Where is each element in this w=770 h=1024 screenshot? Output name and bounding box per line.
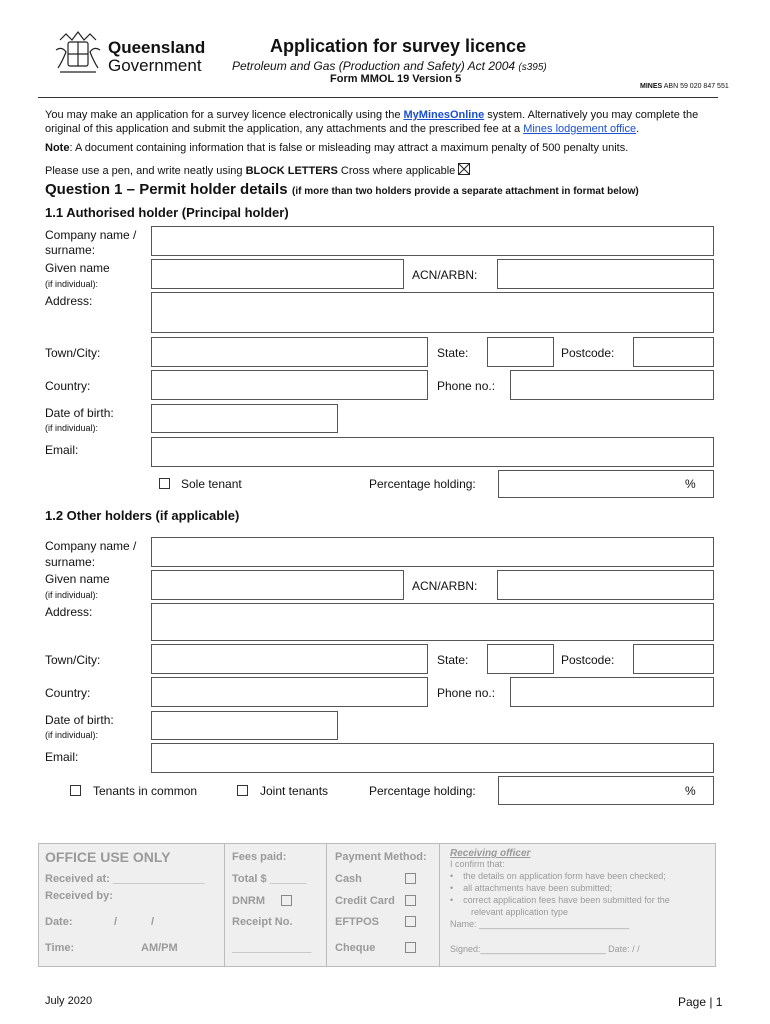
footer-page: Page | 1 (678, 995, 723, 1009)
logo-line-1: Queensland (108, 38, 206, 57)
email-field[interactable] (151, 437, 714, 467)
intro-paragraph (45, 108, 725, 136)
receipt-no: Receipt No. (232, 916, 293, 928)
abn-mines: MINES (640, 83, 663, 90)
other-given-name-label: Given name (45, 572, 110, 586)
note-label: Note (45, 142, 70, 154)
bullet-2-text: all attachments have been submitted; (463, 883, 613, 893)
given-name-field[interactable] (151, 259, 404, 289)
address-field[interactable] (151, 292, 714, 333)
other-acn-label: ACN/ARBN: (412, 579, 478, 593)
cheque-checkbox[interactable] (405, 942, 416, 953)
company-name-field[interactable] (151, 226, 714, 256)
footer-date: July 2020 (45, 995, 93, 1007)
country-label: Country: (45, 379, 91, 393)
receiving-officer: Receiving officer (450, 848, 531, 859)
office-use-panel (38, 843, 716, 967)
page-title: Application for survey licence (270, 36, 527, 56)
percent-sign: % (685, 477, 696, 491)
intro-text-b: system. Alternatively you may complete the (484, 109, 699, 121)
email-label: Email: (45, 443, 79, 457)
other-state-label: State: (437, 653, 469, 667)
confirm-text: I confirm that: (450, 859, 505, 869)
other-country-label: Country: (45, 686, 91, 700)
fees-paid: Fees paid: (232, 851, 287, 863)
acn-label: ACN/ARBN: (412, 268, 478, 282)
credit-card: Credit Card (335, 895, 395, 907)
other-given-name-field[interactable] (151, 570, 404, 600)
percentage-label: Percentage holding: (369, 477, 476, 491)
other-state-field[interactable] (487, 644, 554, 674)
bullet-3-cont: relevant application type (471, 907, 569, 917)
instructions-bold: BLOCK LETTERS (245, 165, 338, 177)
logo-line-2: Government (108, 56, 202, 75)
received-by: Received by: (45, 890, 113, 902)
other-phone-label: Phone no.: (437, 686, 496, 700)
office-date: Date: (45, 916, 73, 928)
percentage-field[interactable] (498, 470, 714, 498)
given-name-hint: (if individual): (45, 279, 99, 289)
abn-number: ABN 59 020 847 551 (663, 83, 729, 90)
myminesonline-link[interactable]: MyMinesOnline (403, 109, 485, 121)
state-label: State: (437, 346, 469, 360)
other-postcode-label: Postcode: (561, 653, 615, 667)
section-1-2-heading: 1.2 Other holders (if applicable) (45, 508, 240, 523)
address-label: Address: (45, 294, 93, 308)
sole-tenant-checkbox[interactable] (159, 478, 170, 489)
section-1-1-heading: 1.1 Authorised holder (Principal holder) (45, 205, 289, 220)
officer-name: Name: ______________________________ (450, 919, 630, 929)
cash: Cash (335, 873, 362, 885)
dnrm: DNRM (232, 895, 265, 907)
other-address-label: Address: (45, 605, 93, 619)
other-dob-label: Date of birth: (45, 713, 114, 727)
bullet-3: • correct application fees have been submitted for the (450, 895, 670, 905)
question-1-note: (if more than two holders provide a separate attachment in format below) (292, 186, 639, 197)
tenants-in-common-label: Tenants in common (93, 784, 198, 798)
office-time: Time: (45, 942, 75, 954)
instructions-a: Please use a pen, and write neatly using (45, 165, 246, 177)
payment-method: Payment Method: (335, 851, 427, 863)
other-company-label: Company name / (45, 539, 137, 553)
country-field[interactable] (151, 370, 428, 400)
other-acn-field[interactable] (497, 570, 714, 600)
joint-tenants-label: Joint tenants (260, 784, 329, 798)
office-ampm: AM/PM (141, 942, 178, 954)
given-name-label: Given name (45, 261, 110, 275)
other-town-field[interactable] (151, 644, 428, 674)
lodgement-office-link[interactable]: Mines lodgement office (523, 123, 637, 135)
other-email-field[interactable] (151, 743, 714, 773)
other-town-label: Town/City: (45, 653, 101, 667)
phone-label: Phone no.: (437, 379, 496, 393)
other-percentage-field[interactable] (498, 776, 714, 805)
other-postcode-field[interactable] (633, 644, 714, 674)
other-country-field[interactable] (151, 677, 428, 707)
qld-government-logo (52, 30, 212, 80)
header-rule (38, 97, 718, 98)
act-name: Petroleum and Gas (Production and Safety) Act 2004 (232, 59, 516, 73)
office-date-sep-2: / (151, 916, 155, 928)
dob-field[interactable] (151, 404, 338, 433)
acn-field[interactable] (497, 259, 714, 289)
note (45, 142, 628, 154)
credit-card-checkbox[interactable] (405, 895, 416, 906)
act-subtitle (232, 59, 547, 73)
instructions (45, 163, 470, 177)
bullet-2: • all attachments have been submitted; (450, 883, 613, 893)
note-text: : A document containing information that is false or misleading may attract a maximum penalty of 500 penalty units. (69, 142, 629, 154)
sole-tenant-label: Sole tenant (181, 477, 242, 491)
joint-tenants-checkbox[interactable] (237, 785, 248, 796)
form-id: Form MMOL 19 Version 5 (330, 73, 462, 85)
office-divider-2 (326, 844, 327, 966)
postcode-label: Postcode: (561, 346, 615, 360)
instructions-b: Cross where applicable (337, 165, 456, 177)
intro-text-d: . (636, 123, 640, 135)
coat-of-arms-icon (52, 30, 104, 78)
question-1-title: Question 1 – Permit holder details (45, 181, 288, 198)
bullet-1: • the details on application form have been checked; (450, 871, 666, 881)
surname-label: surname: (45, 243, 96, 257)
other-percent-sign: % (685, 784, 696, 798)
cash-checkbox[interactable] (405, 873, 416, 884)
phone-field[interactable] (510, 370, 714, 400)
intro-text-c: original of this application and submit the application, any attachments and the prescribed fee at a (45, 123, 524, 135)
intro-text-a: You may make an application for a survey licence electronically using the (45, 109, 404, 121)
office-use-title: OFFICE USE ONLY (45, 849, 171, 865)
other-email-label: Email: (45, 750, 79, 764)
town-label: Town/City: (45, 346, 101, 360)
eftpos: EFTPOS (335, 916, 380, 928)
office-date-sep-1: / (114, 916, 118, 928)
other-dob-hint: (if individual): (45, 730, 99, 740)
company-label: Company name / (45, 228, 137, 242)
total: Total $ ______ (232, 873, 307, 885)
other-dob-field[interactable] (151, 711, 338, 740)
tenants-in-common-checkbox[interactable] (70, 785, 81, 796)
cheque: Cheque (335, 942, 376, 954)
bullet-3-text: correct application fees have been submitted for the (463, 895, 670, 905)
other-address-field[interactable] (151, 603, 714, 641)
other-percentage-label: Percentage holding: (369, 784, 476, 798)
bullet-1-text: the details on application form have been checked; (463, 871, 666, 881)
postcode-field[interactable] (633, 337, 714, 367)
abn (640, 83, 729, 90)
dob-hint: (if individual): (45, 423, 99, 433)
dnrm-checkbox[interactable] (281, 895, 292, 906)
office-divider-3 (439, 844, 440, 966)
officer-signed: Signed:_________________________ Date: / / (450, 944, 640, 954)
other-given-name-hint: (if individual): (45, 590, 99, 600)
act-section: (s395) (518, 62, 547, 73)
other-surname-label: surname: (45, 555, 96, 569)
eftpos-checkbox[interactable] (405, 916, 416, 927)
office-divider-1 (224, 844, 225, 966)
other-company-name-field[interactable] (151, 537, 714, 567)
crossed-box-icon (458, 163, 470, 175)
receipt-line: _____________ (232, 942, 312, 954)
town-field[interactable] (151, 337, 428, 367)
state-field[interactable] (487, 337, 554, 367)
question-1-heading (45, 181, 639, 199)
dob-label: Date of birth: (45, 406, 114, 420)
received-at: Received at: _______________ (45, 873, 205, 885)
other-phone-field[interactable] (510, 677, 714, 707)
